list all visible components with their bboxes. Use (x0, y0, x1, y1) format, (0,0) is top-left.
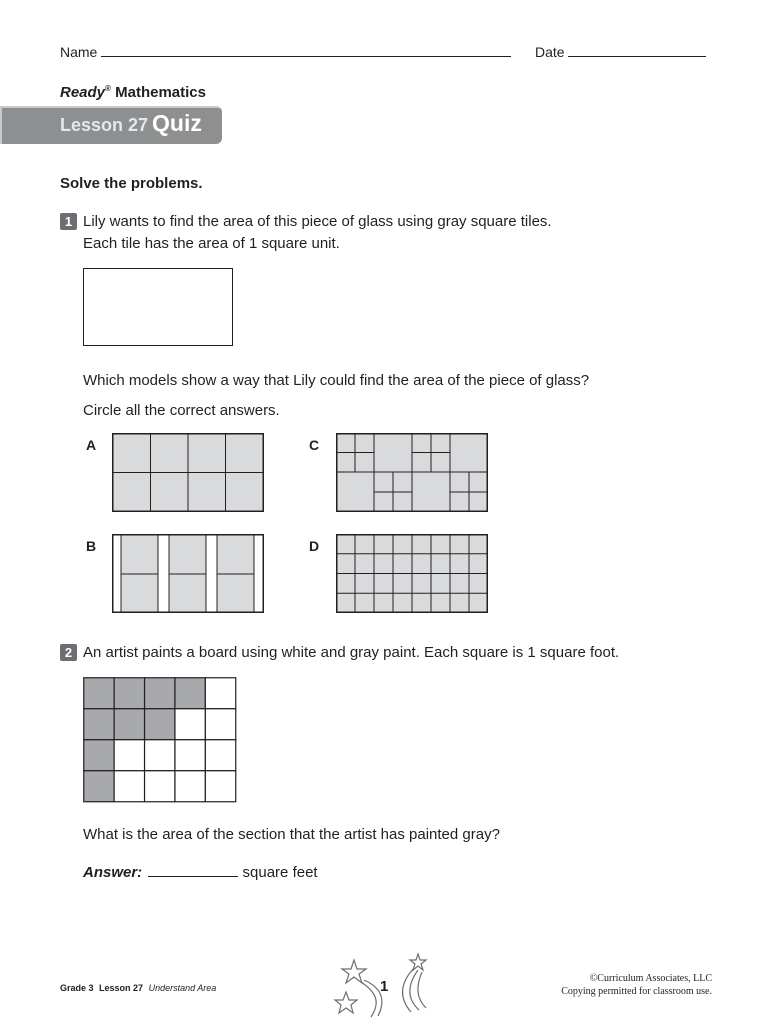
footer-topic: Understand Area (148, 983, 217, 993)
footer-copyright: ©Curriculum Associates, LLC (589, 973, 712, 984)
footer-right (540, 972, 712, 998)
page-number: 1 (380, 978, 389, 995)
problem1-number: 1 (60, 213, 77, 230)
white-square (175, 771, 205, 802)
option-b-label[interactable]: B (86, 538, 97, 554)
option-d-label[interactable]: D (309, 538, 320, 554)
answer-row (83, 864, 318, 881)
gray-square (114, 678, 144, 709)
problem1-line1: Lily wants to find the area of this piece of glass using gray square tiles. (83, 213, 552, 230)
brand-reg: ® (105, 84, 111, 93)
white-square (175, 709, 205, 740)
footer-permission: Copying permitted for classroom use. (561, 986, 712, 997)
white-square (205, 709, 235, 740)
gray-square (175, 678, 205, 709)
brand-title (60, 84, 206, 101)
lesson-banner (0, 106, 222, 144)
footer-grade: Grade 3 (60, 983, 94, 993)
white-square (205, 678, 235, 709)
white-square (205, 740, 235, 771)
problem2-text: An artist paints a board using white and gray paint. Each square is 1 square foot. (83, 644, 620, 661)
gray-square (84, 740, 114, 771)
answer-blank[interactable] (148, 876, 238, 877)
date-field (535, 44, 706, 60)
answer-unit: square feet (242, 864, 318, 881)
answer-label: Answer: (83, 864, 143, 881)
name-line[interactable] (101, 56, 511, 57)
gray-square (114, 709, 144, 740)
brand-mathematics: Mathematics (115, 84, 206, 101)
problem1-line2: Each tile has the area of 1 square unit. (83, 235, 340, 252)
white-square (205, 771, 235, 802)
footer-left (60, 983, 216, 993)
model-b[interactable] (112, 534, 264, 613)
white-square (175, 740, 205, 771)
banner-quiz: Quiz (152, 110, 202, 136)
glass-rectangle (83, 268, 233, 346)
problem1-number-wrap (60, 213, 77, 231)
banner-lesson: Lesson 27 (60, 115, 149, 135)
white-square (145, 740, 175, 771)
gray-square (84, 709, 114, 740)
white-square (145, 771, 175, 802)
white-square (114, 771, 144, 802)
model-d[interactable] (336, 534, 488, 613)
white-square (114, 740, 144, 771)
name-field (60, 44, 511, 60)
gray-square (84, 771, 114, 802)
problem1-directive: Circle all the correct answers. (83, 402, 280, 419)
gray-square (145, 709, 175, 740)
model-c[interactable] (336, 433, 488, 512)
problem2-number: 2 (60, 644, 77, 661)
paint-board-grid (83, 677, 236, 802)
footer-lesson: Lesson 27 (99, 983, 144, 993)
gray-square (84, 678, 114, 709)
brand-ready: Ready (60, 84, 106, 101)
problem2-question: What is the area of the section that the artist has painted gray? (83, 826, 500, 843)
gray-square (145, 678, 175, 709)
date-line[interactable] (568, 56, 706, 57)
name-label: Name (60, 44, 98, 60)
date-label: Date (535, 44, 565, 60)
option-c-label[interactable]: C (309, 437, 320, 453)
option-a-label[interactable]: A (86, 437, 97, 453)
instructions: Solve the problems. (60, 175, 203, 192)
model-a[interactable] (112, 433, 264, 512)
problem2-number-wrap (60, 644, 77, 662)
problem1-question: Which models show a way that Lily could find the area of the piece of glass? (83, 372, 590, 389)
